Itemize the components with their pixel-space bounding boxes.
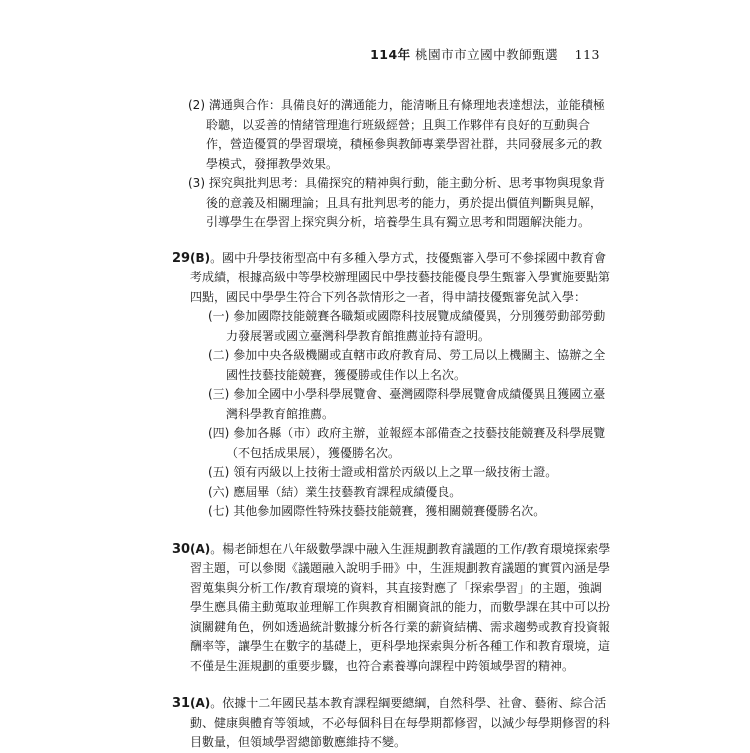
intro-item (172, 96, 612, 174)
list-item-label: (五) (208, 465, 230, 479)
list-item-label: (三) (208, 387, 230, 401)
question-text: 。國中升學技術型高中有多種入學方式，技優甄審入學可不參採國中教育會考成績，根據高級中等學校辦理國民中學技藝技能優良學生甄審入學實施要點第四點，國民中學學生符合下列各款情形之一者，得申請技優甄審免試入學： (190, 250, 611, 304)
question-body (190, 249, 612, 308)
question-text: 。依據十二年國民基本教育課程綱要總綱，自然科學、社會、藝術、綜合活動、健康與體育等領域，不必每個科目在每學期都修習，以減少每學期修習的科目數量，但領域學習總節數應維持不變。 (190, 696, 611, 749)
question-answer: (A) (190, 541, 211, 556)
question-answer: (A) (190, 696, 211, 710)
list-item (190, 502, 612, 522)
question-number: 29 (172, 250, 191, 266)
list-item-label: (四) (208, 426, 230, 440)
header-year: 114年 (370, 47, 411, 62)
question-body (190, 694, 612, 753)
page-content (172, 96, 612, 753)
list-item-text: 其他參加國際性特殊技藝技能競賽，獲相關競賽優勝名次。 (233, 504, 546, 518)
list-item-text: 領有丙級以上技術士證或相當於丙級以上之單一級技術士證。 (233, 465, 558, 479)
list-item-text: 參加各縣（市）政府主辦，並報經本部備查之技藝技能競賽及科學展覽（不包括成果展），獲優勝名次。 (226, 426, 606, 460)
question-31 (172, 694, 612, 753)
page-header (370, 45, 600, 63)
intro-item-label: (3) (188, 176, 205, 190)
list-item-text: 參加全國中小學科學展覽會、臺灣國際科學展覽會成績優異且獲國立臺灣科學教育館推薦。 (226, 387, 606, 421)
list-item-text: 應屆畢（結）業生技藝教育課程成績優良。 (233, 484, 462, 499)
question-number: 31 (172, 696, 191, 711)
question-text: 。楊老師想在八年級數學課中融入生涯規劃教育議題的工作/教育環境探索學習主題，可以參閱《議題融入說明手冊》中，生涯規劃教育議題的實質內涵是學習蒐集與分析工作/教育環境的資料，其直接對應了「探索學習」的主題，強調學生應具備主動蒐取並理解工作與教育相關資訊的能力，而數學課在其中可以扮演關鍵角色，例如透過統計數據分析各行業的薪資結構、需求趨勢或教育投資報酬率等，讓學生在數字的基礎上，更科學地探索與分析各種工作和教育環境，這不僅是生涯規劃的重要步驟，也符合素養導向課程中跨領域學習的精神。 (190, 541, 611, 673)
header-title: 桃園市市立國中教師甄選 (415, 47, 559, 62)
question-body (190, 540, 612, 677)
list-item-label: (六) (208, 484, 230, 499)
list-item (190, 483, 612, 503)
list-item-text: 參加國際技能競賽各職類或國際科技展覽成績優異，分別獲勞動部勞動力發展署或國立臺灣科學教育館推薦並持有證明。 (226, 309, 606, 343)
list-item-label: (七) (208, 504, 230, 518)
list-item (190, 385, 612, 424)
list-item-label: (一) (208, 309, 230, 323)
list-item (190, 424, 612, 463)
intro-item-label: (2) (188, 98, 205, 112)
list-item (190, 346, 612, 385)
list-item-text: 參加中央各級機關或直轄市政府教育局、勞工局以上機關主、協辦之全國性技藝技能競賽，獲優勝或佳作以上名次。 (226, 348, 606, 382)
question-30 (172, 540, 612, 677)
question-answer: (B) (190, 250, 211, 265)
list-item-label: (二) (208, 348, 230, 362)
list-item (190, 463, 612, 483)
list-item (190, 307, 612, 346)
intro-item-text: 溝通與合作：具備良好的溝通能力，能清晰且有條理地表達想法，並能積極聆聽，以妥善的情緒管理進行班級經營；且與工作夥伴有良好的互動與合作，營造優質的學習環境，積極參與教師專業學習社群，共同發展多元的教學模式，發揮教學效果。 (206, 98, 605, 171)
intro-item-text: 探究與批判思考：具備探究的精神與行動，能主動分析、思考事物與現象背後的意義及相關理論；且具有批判思考的能力，勇於提出價值判斷與見解，引導學生在學習上探究與分析，培養學生具有獨立思考和問題解決能力。 (206, 176, 605, 229)
question-number: 30 (172, 541, 191, 557)
intro-item (172, 174, 612, 233)
page-number: 113 (574, 47, 600, 62)
question-29 (172, 249, 612, 522)
